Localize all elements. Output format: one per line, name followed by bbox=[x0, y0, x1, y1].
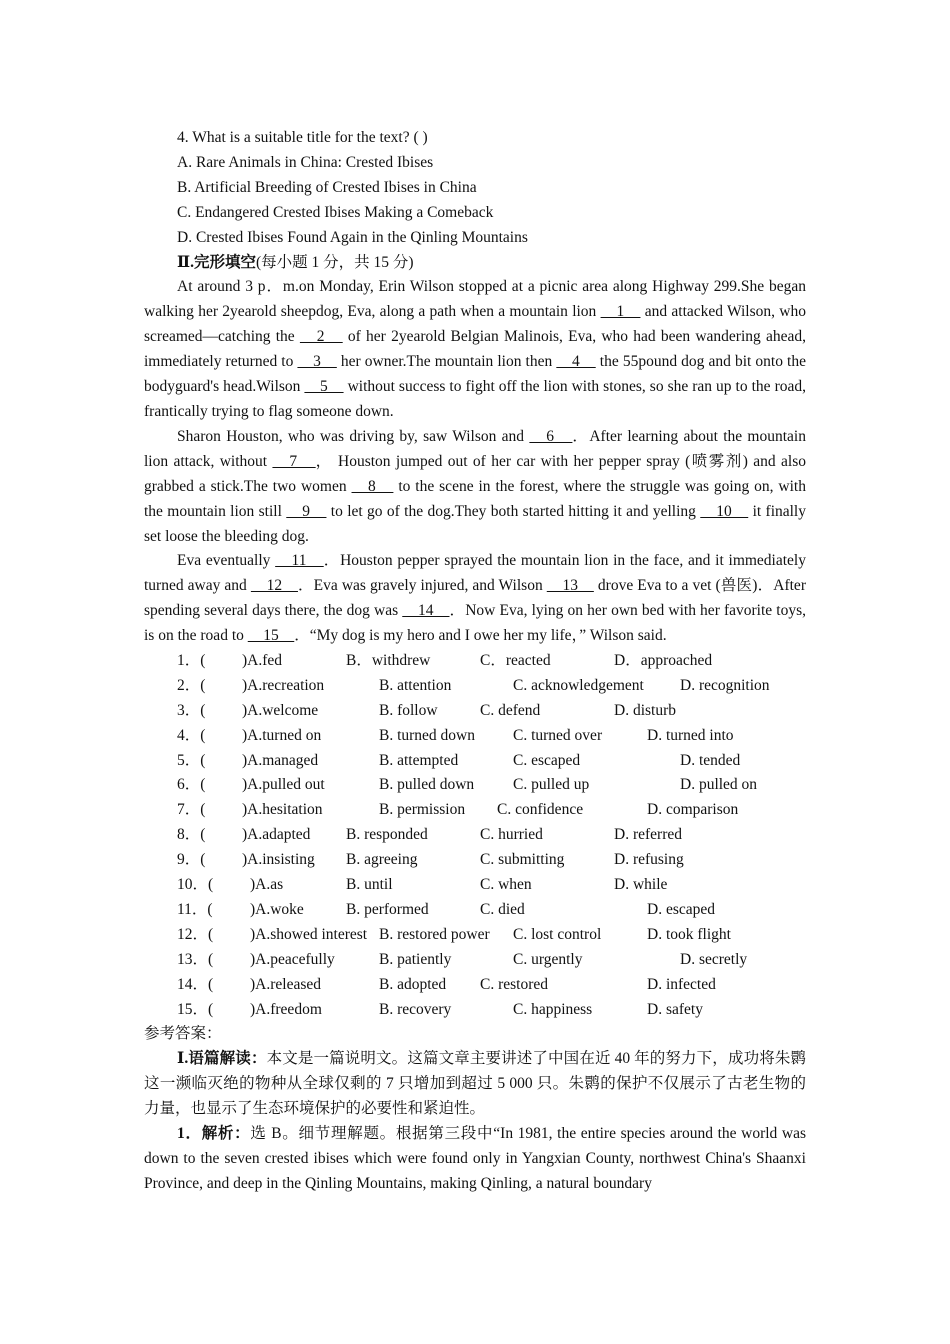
section-heading bbox=[144, 251, 806, 276]
answer-1-text: 选 B。细节理解题。根据第三段中“In 1981, the entire species around the world was down to the seven crested ibises which were found only in Yangxian County, northwest China's Shaanxi Province, and deep in the Qinling Mountains, making Qinling, a natural boundary bbox=[144, 1125, 806, 1192]
option-row bbox=[144, 699, 806, 724]
q4-option-b: B. Artificial Breeding of Crested Ibises in China bbox=[177, 178, 477, 196]
option-b: B. responded bbox=[346, 826, 428, 844]
answer-1-label: 1．解析： bbox=[177, 1125, 251, 1143]
question-number: 4．( bbox=[177, 726, 206, 744]
option-a: )A.recreation bbox=[242, 676, 325, 694]
option-b: B. agreeing bbox=[346, 851, 418, 869]
question-number: 2．( bbox=[177, 676, 206, 694]
option-row bbox=[144, 749, 806, 774]
answer-intro bbox=[144, 1047, 806, 1122]
passage-text: of her 2yearold Belgian Malinois, Eva, who had been wandering ahead, immediately returned to bbox=[144, 328, 806, 371]
option-b: B. permission bbox=[379, 801, 466, 819]
option-b: B. restored power bbox=[379, 925, 490, 943]
option-c: C. submitting bbox=[480, 851, 565, 869]
option-row bbox=[144, 898, 806, 923]
passage-text: to the scene in the forest, where the struggle was going on, with the mountain lion still bbox=[144, 477, 806, 520]
option-a: )A.woke bbox=[250, 900, 304, 918]
option-b: B. patiently bbox=[379, 950, 452, 968]
option-b: B. attempted bbox=[379, 751, 459, 769]
option-a: )A.freedom bbox=[250, 1000, 322, 1018]
option-a: )A.managed bbox=[242, 751, 319, 769]
question-number: 15．( bbox=[177, 1000, 214, 1018]
option-row bbox=[144, 823, 806, 848]
option-b: B. pulled down bbox=[379, 776, 475, 794]
option-d: D. disturb bbox=[614, 701, 676, 719]
option-d: D. infected bbox=[647, 975, 716, 993]
option-a: )A.showed interest bbox=[250, 925, 368, 943]
option-row bbox=[144, 948, 806, 973]
option-c: C. hurried bbox=[480, 826, 543, 844]
option-row bbox=[144, 724, 806, 749]
option-c: C. acknowledgement bbox=[513, 676, 644, 694]
option-d: D. refusing bbox=[614, 851, 684, 869]
option-a: )A.hesitation bbox=[242, 801, 323, 819]
question-number: 11．( bbox=[177, 900, 213, 918]
answer-intro-text: 本文是一篇说明文。这篇文章主要讲述了中国在近 40 年的努力下，成功将朱鹮这一濒临灭绝的物种从全球仅剩的 7 只增加到超过 5 000 只。朱鹮的保护不仅展示了古老生物的力量，也显示了生态环境保护的必要性和紧迫性。 bbox=[144, 1050, 806, 1118]
passage-text: ．Eva was gravely injured, and Wilson bbox=[297, 577, 547, 595]
option-c: C．reacted bbox=[480, 652, 551, 670]
passage-text: Sharon Houston, who was driving by, saw Wilson and bbox=[177, 427, 530, 445]
answer-blank: 12 bbox=[250, 577, 298, 595]
answer-blank: 3 bbox=[297, 353, 337, 371]
q4-option-a: A. Rare Animals in China: Crested Ibises bbox=[177, 153, 434, 171]
passage-paragraph-1 bbox=[144, 275, 806, 424]
option-c: C. defend bbox=[480, 701, 541, 719]
passage-text: the 55pound dog and bit onto the bodyguard's head.Wilson bbox=[144, 353, 806, 396]
passage-text: it finally set loose the bleeding dog. bbox=[144, 502, 806, 545]
option-c: C. confidence bbox=[497, 801, 584, 819]
document-page bbox=[144, 126, 806, 1197]
passage-text: ， Houston jumped out of her car with her pepper spray (喷雾剂) and also grabbed a stick.The two women bbox=[144, 452, 806, 495]
option-a: )A.fed bbox=[242, 652, 283, 670]
option-d: D. turned into bbox=[647, 726, 734, 744]
option-row bbox=[144, 873, 806, 898]
question-number: 8．( bbox=[177, 826, 206, 844]
passage-paragraph-2 bbox=[144, 425, 806, 550]
option-d: D. pulled on bbox=[680, 776, 758, 794]
option-d: D. took flight bbox=[647, 925, 731, 943]
answer-1 bbox=[144, 1122, 806, 1197]
answer-blank: 4 bbox=[556, 353, 596, 371]
answer-blank: 5 bbox=[304, 378, 344, 396]
option-a: )A.turned on bbox=[242, 726, 322, 744]
option-row bbox=[144, 848, 806, 873]
answer-section bbox=[144, 1022, 806, 1196]
section-label: Ⅱ.完形填空 bbox=[177, 253, 256, 271]
option-d: D. recognition bbox=[680, 676, 770, 694]
answer-intro-label: Ⅰ.语篇解读： bbox=[177, 1050, 267, 1068]
passage-text: ．Houston pepper sprayed the mountain lion in the face, and it immediately turned away and bbox=[144, 552, 806, 595]
question-number: 7．( bbox=[177, 801, 206, 819]
option-b: B. recovery bbox=[379, 1000, 452, 1018]
answer-blank: 13 bbox=[546, 577, 594, 595]
section-note: (每小题 1 分，共 15 分) bbox=[255, 253, 414, 271]
option-a: )A.pulled out bbox=[242, 776, 325, 794]
passage-text: Eva eventually bbox=[177, 552, 276, 570]
answer-blank: 14 bbox=[402, 602, 450, 620]
option-c: C. escaped bbox=[513, 751, 581, 769]
passage-text: drove Eva to a vet (兽医)．After spending several days there, the dog was bbox=[144, 577, 806, 620]
option-row bbox=[144, 649, 806, 674]
option-b: B. until bbox=[346, 876, 393, 894]
option-row bbox=[144, 998, 806, 1023]
passage-text: and attacked Wilson, who screamed—catching the bbox=[144, 303, 806, 346]
option-a: )A.released bbox=[250, 975, 321, 993]
option-c: C. died bbox=[480, 900, 525, 918]
question-number: 5．( bbox=[177, 751, 206, 769]
answer-blank: 15 bbox=[247, 627, 295, 645]
question-number: 1．( bbox=[177, 652, 206, 670]
passage-text: At around 3 p．m.on Monday, Erin Wilson stopped at a picnic area along Highway 299.She began walking her 2yearold sheepdog, Eva, along a path when a mountain lion bbox=[144, 278, 806, 321]
answer-blank: 10 bbox=[700, 502, 749, 520]
option-b: B. adopted bbox=[379, 975, 447, 993]
option-c: C. urgently bbox=[513, 950, 583, 968]
option-row bbox=[144, 923, 806, 948]
passage-text: ．After learning about the mountain lion attack, without bbox=[144, 427, 806, 470]
question-number: 3．( bbox=[177, 701, 206, 719]
option-d: D. safety bbox=[647, 1000, 703, 1018]
option-b: B. performed bbox=[346, 900, 429, 918]
option-b: B．withdrew bbox=[346, 652, 431, 670]
question-number: 10．( bbox=[177, 876, 214, 894]
option-d: D. while bbox=[614, 876, 668, 894]
answer-blank: 9 bbox=[286, 502, 327, 520]
question-number: 14．( bbox=[177, 975, 214, 993]
answer-title: 参考答案： bbox=[144, 1025, 222, 1043]
q4-option-c: C. Endangered Crested Ibises Making a Comeback bbox=[177, 203, 494, 221]
option-d: D. secretly bbox=[680, 950, 748, 968]
answer-blank: 2 bbox=[299, 328, 343, 346]
passage-text: without success to fight off the lion with stones, so she ran up to the road, frantically trying to flag someone down. bbox=[144, 378, 806, 420]
passage-text: her owner.The mountain lion then bbox=[336, 353, 557, 371]
passage-text: ．Now Eva, lying on her own bed with her favorite toys, is on the road to bbox=[144, 602, 806, 645]
option-a: )A.welcome bbox=[242, 701, 319, 719]
question-number: 9．( bbox=[177, 851, 206, 869]
option-row bbox=[144, 973, 806, 998]
option-row bbox=[144, 798, 806, 823]
answer-blank: 7 bbox=[272, 452, 316, 470]
option-c: C. when bbox=[480, 876, 532, 894]
option-c: C. turned over bbox=[513, 726, 603, 744]
option-d: D. tended bbox=[680, 751, 741, 769]
options-list bbox=[144, 649, 806, 1022]
option-c: C. happiness bbox=[513, 1000, 593, 1018]
passage-text: to let go of the dog.They both started hitting it and yelling bbox=[326, 502, 701, 520]
question-number: 12．( bbox=[177, 925, 214, 943]
option-b: B. follow bbox=[379, 701, 438, 719]
option-c: C. restored bbox=[480, 975, 549, 993]
option-d: D. comparison bbox=[647, 801, 739, 819]
option-row bbox=[144, 674, 806, 699]
answer-blank: 6 bbox=[529, 427, 573, 445]
question-number: 6．( bbox=[177, 776, 206, 794]
answer-blank: 8 bbox=[351, 477, 394, 495]
option-d: D. escaped bbox=[647, 900, 715, 918]
answer-blank: 1 bbox=[600, 303, 641, 321]
question-4: 4. What is a suitable title for the text? ( ) bbox=[177, 129, 428, 146]
passage-text: ．“My dog is my hero and I owe her my life，” Wilson said. bbox=[294, 627, 667, 645]
option-row bbox=[144, 773, 806, 798]
passage-paragraph-3 bbox=[144, 549, 806, 649]
option-b: B. attention bbox=[379, 676, 452, 694]
option-c: C. pulled up bbox=[513, 776, 590, 794]
q4-option-d: D. Crested Ibises Found Again in the Qinling Mountains bbox=[177, 228, 528, 246]
option-c: C. lost control bbox=[513, 925, 602, 943]
option-b: B. turned down bbox=[379, 726, 476, 744]
option-d: D．approached bbox=[614, 652, 713, 670]
option-a: )A.adapted bbox=[242, 826, 311, 844]
question-number: 13．( bbox=[177, 950, 214, 968]
option-d: D. referred bbox=[614, 826, 682, 844]
option-a: )A.peacefully bbox=[250, 950, 335, 968]
answer-blank: 11 bbox=[275, 552, 324, 570]
option-a: )A.as bbox=[250, 876, 284, 894]
option-a: )A.insisting bbox=[242, 851, 315, 869]
